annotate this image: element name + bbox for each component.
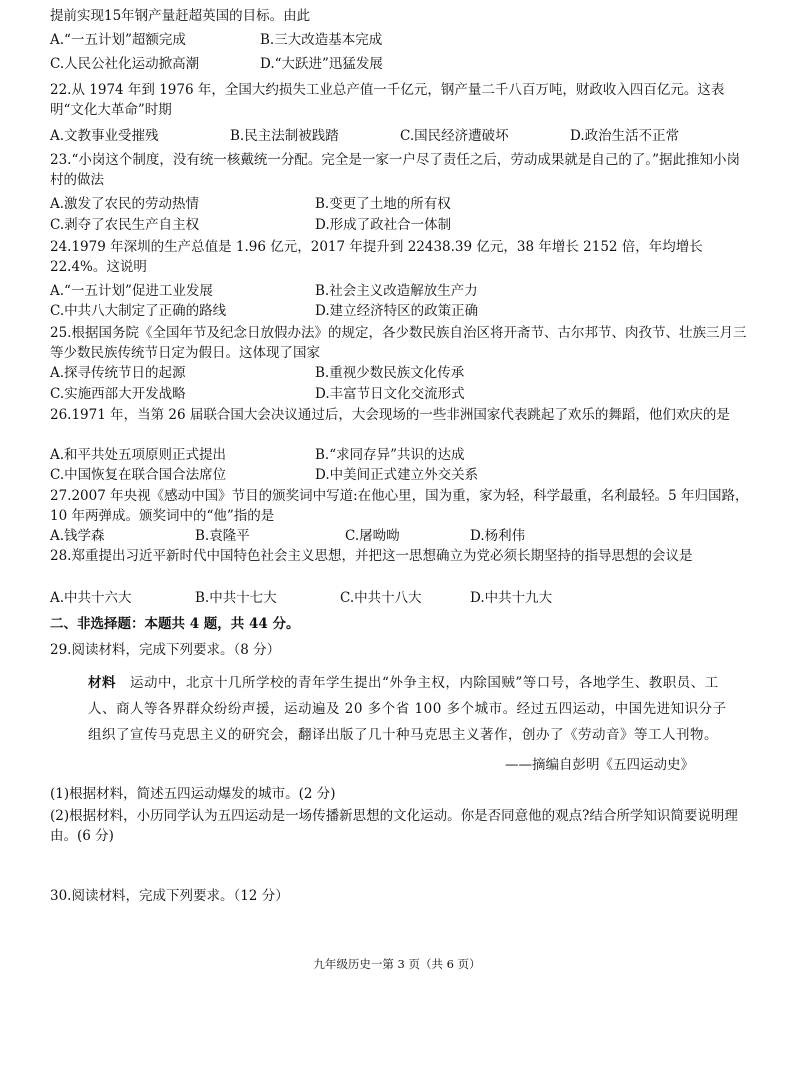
q22-option-d: D.政治生活不正常 <box>570 128 680 144</box>
q29-part2: (2)根据材料，小历同学认为五四运动是一场传播新思想的文化运动。你是否同意他的观点?结合所学知识简要说明理由。(6 分) <box>50 808 738 844</box>
q30-stem: 30.阅读材料，完成下列要求。（12 分） <box>50 888 289 904</box>
q21-option-b: B.三大改造基本完成 <box>260 32 383 48</box>
q21-option-a: A.“一五计划”超额完成 <box>50 32 186 48</box>
q28-stem: 28.郑重提出习近平新时代中国特色社会主义思想，并把这一思想确立为党必须长期坚持的指导思想的会议是 <box>50 548 693 564</box>
q21-option-c: C.人民公社化运动掀高潮 <box>50 56 200 72</box>
q29-stem: 29.阅读材料，完成下列要求。（8 分） <box>50 642 281 658</box>
material-block <box>88 670 728 748</box>
q28-option-c: C.中共十八大 <box>340 590 422 606</box>
q25-option-b: B.重视少数民族文化传承 <box>315 365 465 381</box>
q23-option-c: C.剥夺了农民生产自主权 <box>50 217 200 233</box>
q23-option-d: D.形成了政社合一体制 <box>315 217 452 233</box>
q28-option-b: B.中共十七大 <box>195 590 277 606</box>
q28-option-a: A.中共十六大 <box>50 590 132 606</box>
q21-stem-end: 提前实现15年钢产量赶超英国的目标。由此 <box>50 8 311 24</box>
q24-option-b: B.社会主义改造解放生产力 <box>315 283 478 299</box>
q25-option-d: D.丰富节日文化交流形式 <box>315 386 465 402</box>
q27-option-b: B.袁隆平 <box>195 528 250 544</box>
q22-stem: 22.从 1974 年到 1976 年，全国大约损失工业总产值一千亿元，钢产量二千八百万吨，财政收入四百亿元。这表明“文化大革命”时期 <box>50 82 725 118</box>
q27-option-c: C.屠呦呦 <box>345 528 400 544</box>
material-text: 运动中，北京十几所学校的青年学生提出“外争主权，内除国贼”等口号，各地学生、教职员、工人、商人等各界群众纷纷声援，运动遍及 20 多个省 100 多个城市。经过五四运动，中国先进知识分子组织了宣传马克思主义的研究会，翻译出版了几十种马克思主义著作，创办了《劳动音》等工人刊物。 <box>88 675 727 743</box>
q27-option-d: D.杨利伟 <box>470 528 526 544</box>
q23-option-b: B.变更了土地的所有权 <box>315 196 451 212</box>
q26-stem: 26.1971 年，当第 26 届联合国大会决议通过后，大会现场的一些非洲国家代表跳起了欢乐的舞蹈，他们欢庆的是 <box>50 407 730 423</box>
page-footer: 九年级历史一第 3 页（共 6 页） <box>313 957 481 971</box>
q26-option-b: B.“求同存异”共识的达成 <box>315 447 465 463</box>
q29-part1: (1)根据材料，简述五四运动爆发的城市。(2 分) <box>50 786 336 802</box>
section-heading: 二、非选择题：本题共 4 题，共 44 分。 <box>50 616 300 632</box>
q27-stem: 27.2007 年央视《感动中国》节目的颁奖词中写道:在他心里，国为重，家为轻，科学最重，名利最轻。5 年归国路，10 年两弹成。颁奖词中的“他”指的是 <box>50 488 749 524</box>
q24-stem: 24.1979 年深圳的生产总值是 1.96 亿元，2017 年提升到 22438.39 亿元，38 年增长 2152 倍，年均增长 22.4%。这说明 <box>50 239 703 275</box>
q22-option-c: C.国民经济遭破坏 <box>400 128 509 144</box>
q24-option-d: D.建立经济特区的政策正确 <box>315 303 479 319</box>
q27-option-a: A.钱学森 <box>50 528 105 544</box>
q28-option-d: D.中共十九大 <box>470 590 553 606</box>
q22-option-a: A.文教事业受摧残 <box>50 128 159 144</box>
q25-option-c: C.实施西部大开发战略 <box>50 386 186 402</box>
q24-option-a: A.“一五计划”促进工业发展 <box>50 283 213 299</box>
material-source: ——摘编自彭明《五四运动史》 <box>505 757 694 773</box>
q25-option-a: A.探寻传统节日的起源 <box>50 365 186 381</box>
q22-option-b: B.民主法制被践踏 <box>230 128 339 144</box>
q25-stem: 25.根据国务院《全国年节及纪念日放假办法》的规定，各少数民族自治区将开斋节、古尔邦节、肉孜节、壮族三月三等少数民族传统节日定为假日。这体现了国家 <box>50 325 747 361</box>
q24-option-c: C.中共八大制定了正确的路线 <box>50 303 227 319</box>
q23-stem: 23.“小岗这个制度，没有统一核戴统一分配。完全是一家一户尽了责任之后，劳动成果就是自己的了。”据此推知小岗村的做法 <box>50 152 741 188</box>
q23-option-a: A.激发了农民的劳动热情 <box>50 196 200 212</box>
material-label: 材料 <box>88 675 116 691</box>
q26-option-d: D.中美间正式建立外交关系 <box>315 467 479 483</box>
q26-option-c: C.中国恢复在联合国合法席位 <box>50 467 227 483</box>
q26-option-a: A.和平共处五项原则正式提出 <box>50 447 227 463</box>
q21-option-d: D.“大跃进”迅猛发展 <box>260 56 383 72</box>
